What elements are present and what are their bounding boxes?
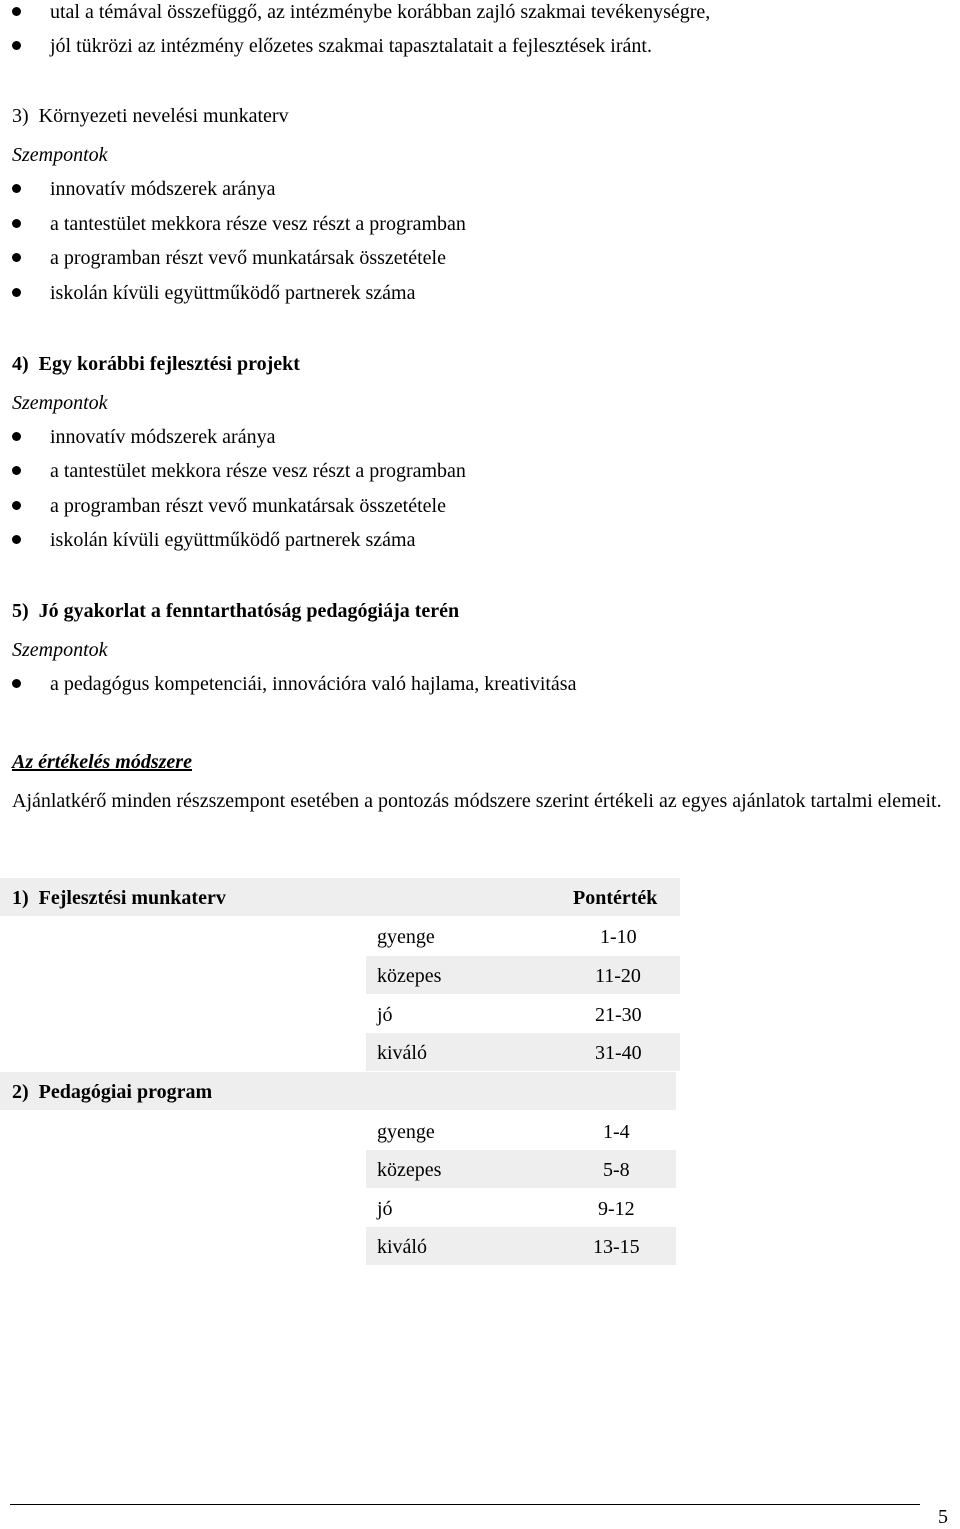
score-label: gyenge — [377, 926, 435, 948]
score-range: 11-20 — [595, 965, 641, 987]
bullet-icon — [12, 253, 21, 262]
bullet-icon — [12, 679, 21, 688]
score-label: kiváló — [377, 1042, 427, 1064]
bullet-icon — [12, 466, 21, 475]
score-range: 1-4 — [603, 1121, 630, 1143]
evaluation-paragraph: Ajánlatkérő minden részszempont esetében a pontozás módszere szerint értékeli az egyes ajánlatok tartalmi elemeit. — [12, 790, 942, 812]
score-label: közepes — [377, 965, 442, 987]
table-title: 1) Fejlesztési munkaterv — [12, 887, 226, 909]
bullet-icon — [12, 219, 21, 228]
score-range: 9-12 — [598, 1198, 635, 1220]
bullet-icon — [12, 288, 21, 297]
score-label: jó — [377, 1004, 393, 1026]
score-range: 13-15 — [593, 1236, 640, 1258]
criteria-label: Szempontok — [12, 392, 108, 414]
bullet-icon — [12, 501, 21, 510]
bullet-icon — [12, 184, 21, 193]
bullet-icon — [12, 7, 21, 16]
score-label: jó — [377, 1198, 393, 1220]
score-range: 21-30 — [595, 1004, 642, 1026]
score-label: kiváló — [377, 1236, 427, 1258]
score-label: közepes — [377, 1159, 442, 1181]
score-range: 5-8 — [603, 1159, 630, 1181]
score-header: Pontérték — [573, 887, 658, 909]
score-range: 1-10 — [600, 926, 637, 948]
score-label: gyenge — [377, 1121, 435, 1143]
bullet-icon — [12, 41, 21, 50]
section-heading: 4) Egy korábbi fejlesztési projekt — [12, 353, 300, 375]
criteria-label: Szempontok — [12, 144, 108, 166]
footer-divider — [10, 1504, 920, 1505]
section-heading: 3) Környezeti nevelési munkaterv — [12, 105, 289, 127]
table-title: 2) Pedagógiai program — [12, 1081, 213, 1103]
bullet-icon — [12, 432, 21, 441]
section-heading: 5) Jó gyakorlat a fenntarthatóság pedagógiája terén — [12, 600, 460, 622]
page-number: 5 — [938, 1506, 948, 1528]
criteria-label: Szempontok — [12, 639, 108, 661]
score-range: 31-40 — [595, 1042, 642, 1064]
evaluation-title: Az értékelés módszere — [12, 751, 192, 773]
bullet-icon — [12, 535, 21, 544]
